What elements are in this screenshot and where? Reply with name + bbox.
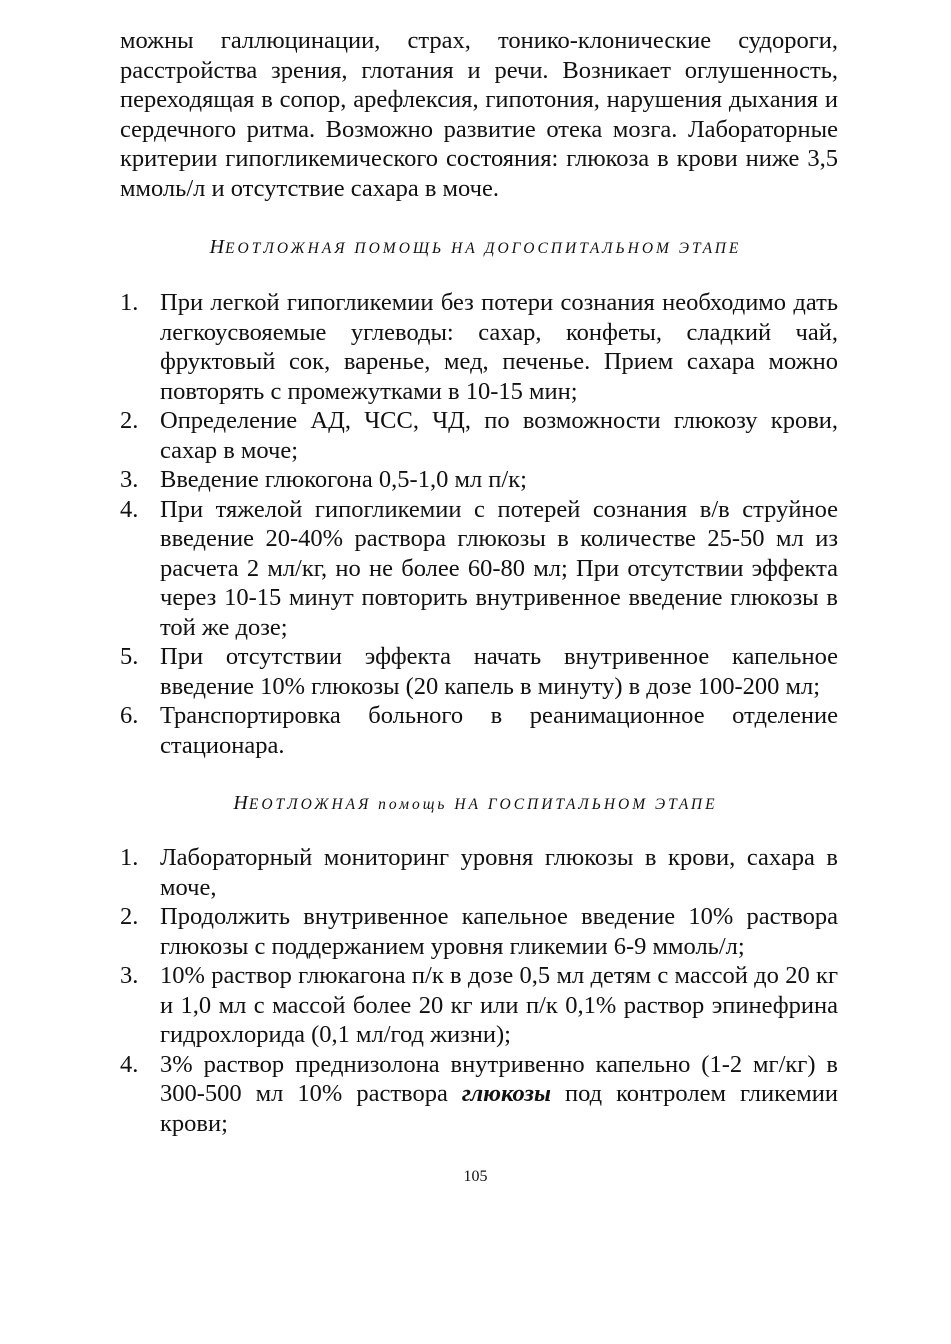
list-item: [120, 465, 838, 495]
list-item: [120, 1050, 838, 1139]
list-item: [120, 495, 838, 643]
item-text: Определение АД, ЧСС, ЧД, по возможности глюкозу крови, сахар в моче;: [160, 407, 838, 464]
list-item: [120, 642, 838, 701]
item-number: 4.: [120, 495, 139, 523]
heading-initial: Н: [209, 236, 226, 258]
list-item: [120, 288, 838, 406]
list-item: [120, 701, 838, 760]
item-text-after: под контролем гликемии крови;: [160, 1080, 839, 1137]
item-text: При отсутствии эффекта начать внутривенное капельное введение 10% глюкозы (20 капель в минуту) в дозе 100-200 мл;: [160, 643, 838, 700]
item-text: Введение глюкогона 0,5-1,0 мл п/к;: [160, 466, 527, 493]
intro-paragraph: можны галлюцинации, страх, тонико-клонические судороги, расстройства зрения, глотания и речи. Возникает оглушенность, переходящая в сопор, арефлексия, гипотония, нарушения дыхания и сердечного ритма. Возможно развитие отека мозга. Лабораторные критерии гипогликемического состояния: глюкоза в крови ниже 3,5 ммоль/л и отсутствие сахара в моче.: [120, 27, 838, 202]
heading-text: ЕОТЛОЖНАЯ помощь НА ГОСПИТАЛЬНОМ ЭТАПЕ: [248, 796, 718, 813]
item-text: Лабораторный мониторинг уровня глюкозы в крови, сахара в моче,: [160, 844, 838, 901]
list-item: [120, 843, 838, 902]
item-number: 2.: [120, 407, 139, 434]
heading-initial: Н: [233, 792, 249, 814]
prehospital-steps-list: [120, 288, 838, 760]
item-number: 6.: [120, 702, 139, 729]
item-text-before: 3% раствор преднизолона внутривенно капельно (1-2 мг/кг) в 300-500 мл 10% раствора: [160, 1050, 838, 1107]
emphasized-word: глюкозы: [461, 1080, 551, 1107]
list-item: [120, 902, 838, 961]
heading-text: ЕОТЛОЖНАЯ ПОМОЩЬ НА ДОГОСПИТАЛЬНОМ ЭТАПЕ: [225, 240, 742, 257]
item-number: 4.: [120, 1050, 139, 1078]
page-number: 105: [463, 1168, 488, 1185]
item-number: 1.: [120, 289, 139, 316]
hospital-steps-list: [120, 843, 838, 1138]
section-heading-hospital: [0, 792, 951, 815]
item-text: При легкой гипогликемии без потери сознания необходимо дать легкоусвояемые углеводы: сахар, конфеты, сладкий чай, фруктовый сок, варенье, мед, печенье. Прием сахара можно повторять с промежутками в 10-15 мин;: [160, 289, 838, 405]
section-heading-prehospital: [0, 236, 951, 259]
item-number: 5.: [120, 643, 139, 670]
item-text: Транспортировка больного в реанимационное отделение стационара.: [160, 702, 838, 759]
item-number: 3.: [120, 962, 139, 989]
list-item: [120, 406, 838, 465]
list-item: [120, 961, 838, 1050]
item-text: При тяжелой гипогликемии с потерей сознания в/в струйное введение 20-40% раствора глюкозы в количестве 25-50 мл из расчета 2 мл/кг, но не более 60-80 мл; При отсутствии эффекта через 10-15 минут повторить внутривенное введение глюкозы в той же дозе;: [160, 495, 838, 641]
item-number: 2.: [120, 903, 139, 930]
item-text: 10% раствор глюкагона п/к в дозе 0,5 мл детям с массой до 20 кг и 1,0 мл с массой более 20 кг или п/к 0,1% раствор эпинефрина гидрохлорида (0,1 мл/год жизни);: [160, 962, 838, 1048]
item-text: Продолжить внутривенное капельное введение 10% раствора глюкозы с поддержанием уровня гликемии 6-9 ммоль/л;: [160, 903, 838, 960]
item-number: 3.: [120, 466, 139, 493]
item-number: 1.: [120, 844, 139, 871]
